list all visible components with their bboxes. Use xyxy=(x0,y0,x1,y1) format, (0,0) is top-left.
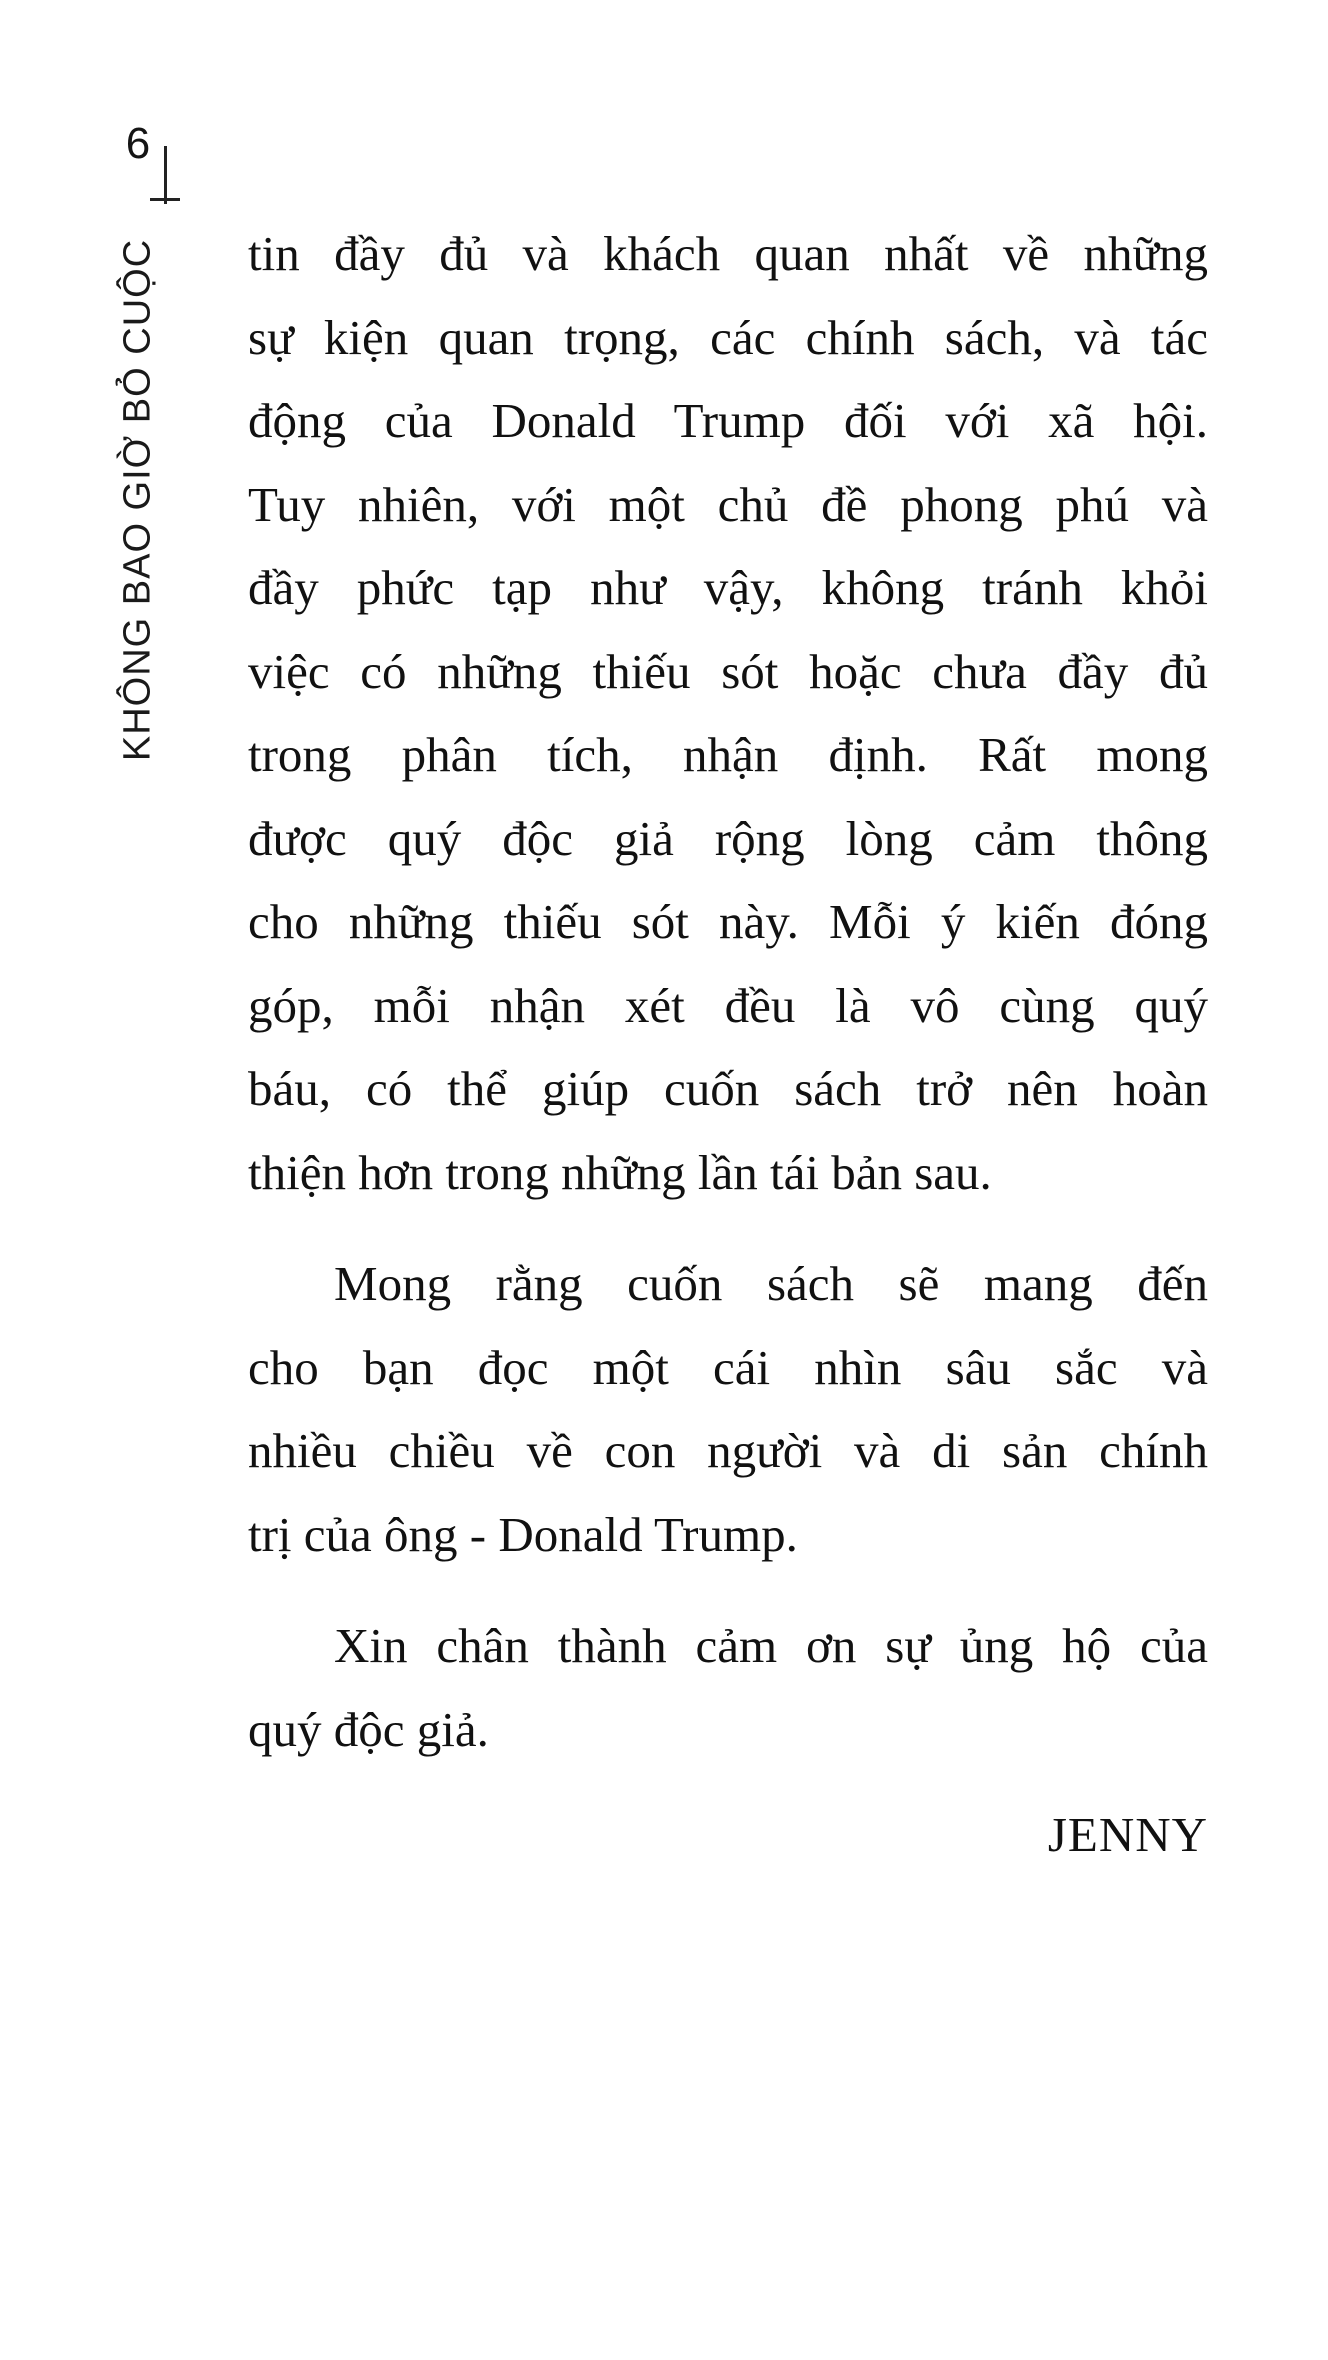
text-line: trị của ông - Donald Trump. xyxy=(248,1506,798,1562)
text-line: báu, có thể giúp cuốn sách trở nên hoàn xyxy=(248,1061,1208,1116)
body-text xyxy=(248,212,1208,1877)
header-divider xyxy=(164,146,167,204)
text-line: được quý độc giả rộng lòng cảm thông xyxy=(248,810,1208,866)
header-divider-tick xyxy=(150,198,180,201)
text-line: cho bạn đọc một cái nhìn sâu sắc và xyxy=(248,1339,1208,1395)
author-signature: JENNY xyxy=(1047,1807,1208,1862)
text-line: sự kiện quan trọng, các chính sách, và tác xyxy=(248,309,1208,365)
text-line: Mong rằng cuốn sách sẽ mang đến xyxy=(334,1256,1208,1311)
text-line: góp, mỗi nhận xét đều là vô cùng quý xyxy=(248,977,1208,1033)
paragraph xyxy=(248,212,1208,1214)
text-line: thiện hơn trong những lần tái bản sau. xyxy=(248,1144,992,1200)
page-number: 6 xyxy=(125,119,151,168)
paragraph xyxy=(248,1604,1208,1771)
text-line: tin đầy đủ và khách quan nhất về những xyxy=(248,226,1208,281)
text-line: Tuy nhiên, với một chủ đề phong phú và xyxy=(248,476,1208,532)
text-line: quý độc giả. xyxy=(248,1701,489,1757)
text-line: trong phân tích, nhận định. Rất mong xyxy=(248,727,1208,782)
running-title: KHÔNG BAO GIỜ BỎ CUỘC xyxy=(116,238,159,762)
text-line: nhiều chiều về con người và di sản chính xyxy=(248,1423,1208,1478)
text-line: Xin chân thành cảm ơn sự ủng hộ của xyxy=(334,1618,1208,1673)
text-line: việc có những thiếu sót hoặc chưa đầy đủ xyxy=(248,643,1208,699)
text-line: đầy phức tạp như vậy, không tránh khỏi xyxy=(248,560,1208,615)
text-line: động của Donald Trump đối với xã hội. xyxy=(248,393,1208,448)
paragraph xyxy=(248,1242,1208,1576)
paragraph-spacer xyxy=(248,1576,1208,1604)
paragraph-spacer xyxy=(248,1214,1208,1242)
text-line: cho những thiếu sót này. Mỗi ý kiến đóng xyxy=(248,894,1208,949)
